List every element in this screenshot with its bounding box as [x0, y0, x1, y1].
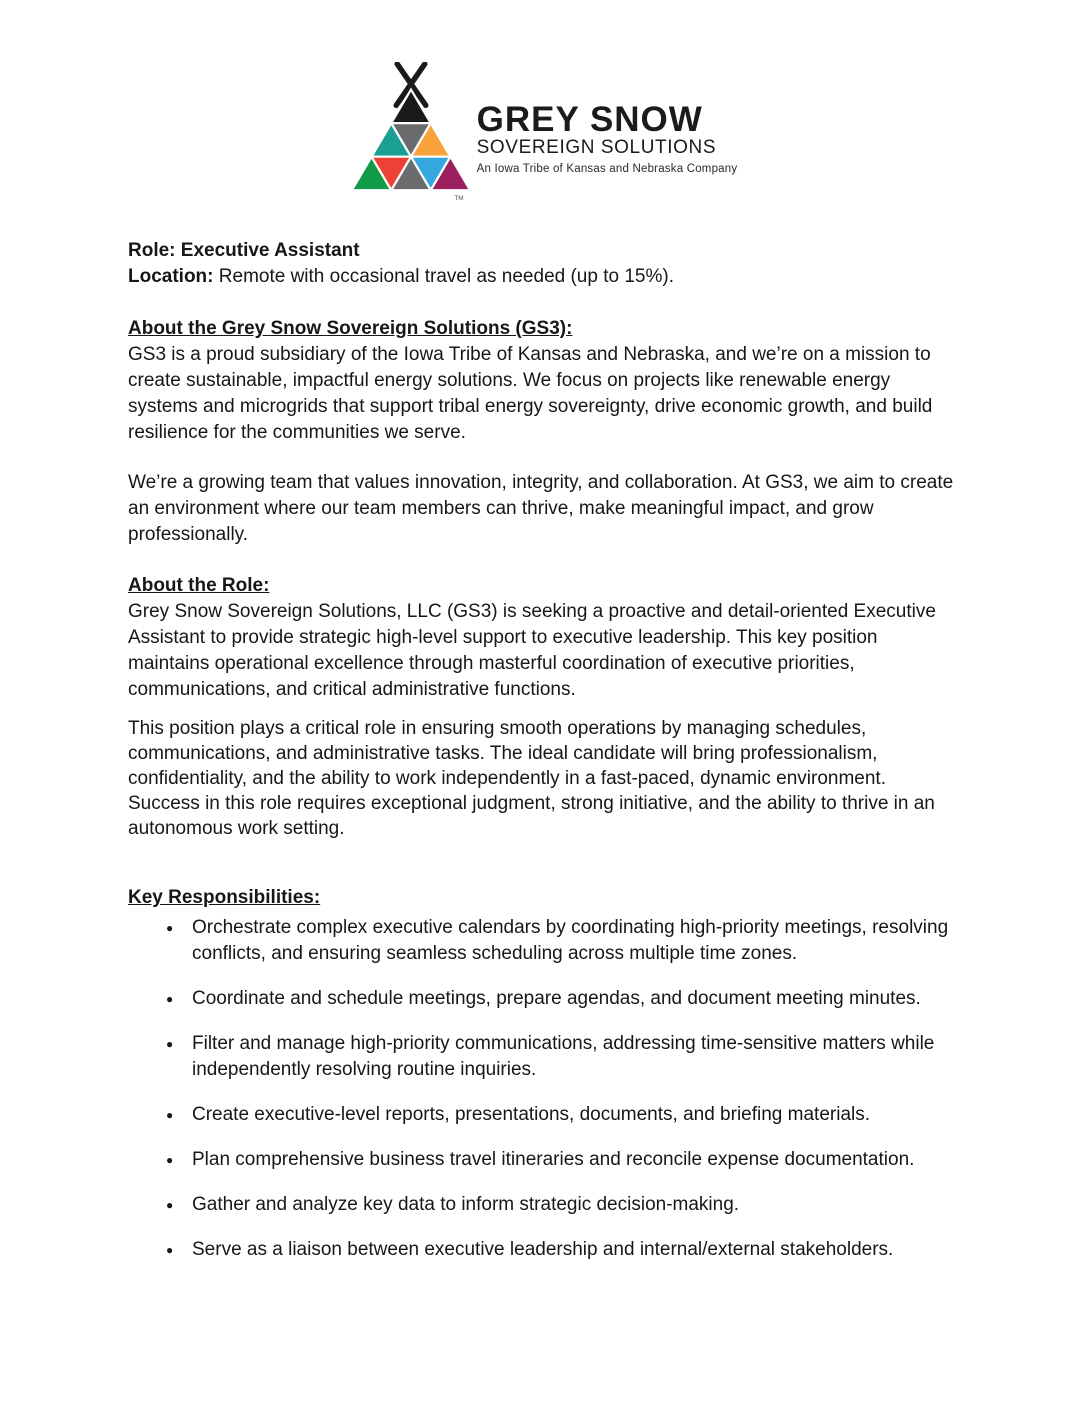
- section-heading-about-company: About the Grey Snow Sovereign Solutions (GS3):: [128, 318, 573, 339]
- about-role-paragraph-1: Grey Snow Sovereign Solutions, LLC (GS3) is seeking a proactive and detail-oriented Executive Assistant to provide strategic high-level support to executive leadership. This key position maintains operational excellence through masterful coordination of executive priorities, communications, and critical administrative functions.: [128, 601, 936, 700]
- location-value: Remote with occasional travel as needed (up to 15%).: [218, 266, 674, 287]
- company-logo: [128, 0, 960, 202]
- role-line: [128, 238, 960, 264]
- brand-tagline: An Iowa Tribe of Kansas and Nebraska Company: [476, 163, 738, 175]
- responsibility-item: ● Coordinate and schedule meetings, prepare agendas, and document meeting minutes.: [128, 986, 960, 1012]
- section-heading-about-role: About the Role:: [128, 575, 270, 596]
- brand-name: GREY SNOW: [476, 100, 703, 139]
- teepee-logo-icon: [351, 62, 471, 202]
- job-meta: [128, 238, 960, 290]
- role-value: Executive Assistant: [180, 240, 360, 261]
- about-company-paragraph-1: GS3 is a proud subsidiary of the Iowa Tribe of Kansas and Nebraska, and we’re on a mission to create sustainable, impactful energy solutions. We focus on projects like renewable energy systems and microgrids that support tribal energy sovereignty, drive economic growth, and build resilience for the communities we serve.: [128, 344, 933, 443]
- section-heading-responsibilities: Key Responsibilities:: [128, 887, 321, 908]
- location-label: Location:: [128, 266, 214, 287]
- logo-text-block: [476, 100, 738, 176]
- about-role-paragraph-2: This position plays a critical role in ensuring smooth operations by managing schedules, communications, and administrative tasks. The ideal candidate will bring professionalism, confidentiality, and the ability to work independently in a fast-paced, dynamic environment. Success in this role requires exceptional judgment, strong initiative, and the ability to thrive in an autonomous work setting.: [128, 718, 935, 839]
- responsibility-item: ● Gather and analyze key data to inform strategic decision-making.: [128, 1192, 960, 1218]
- about-company-paragraph-2: We’re a growing team that values innovation, integrity, and collaboration. At GS3, we aim to create an environment where our team members can thrive, make meaningful impact, and grow professionally.: [128, 472, 954, 545]
- role-label: Role:: [128, 240, 176, 261]
- responsibility-item: ● Filter and manage high-priority communications, addressing time-sensitive matters while independently resolving routine inquiries.: [128, 1031, 960, 1083]
- location-line: [128, 264, 960, 290]
- responsibility-item: ● Serve as a liaison between executive leadership and internal/external stakeholders.: [128, 1237, 960, 1263]
- responsibility-item: ● Plan comprehensive business travel itineraries and reconcile expense documentation.: [128, 1147, 960, 1173]
- responsibility-item: ● Create executive-level reports, presentations, documents, and briefing materials.: [128, 1102, 960, 1128]
- responsibilities-list: [128, 915, 960, 1263]
- responsibility-item: ● Orchestrate complex executive calendars by coordinating high-priority meetings, resolving conflicts, and ensuring seamless scheduling across multiple time zones.: [128, 915, 960, 967]
- brand-subtitle: SOVEREIGN SOLUTIONS: [476, 137, 717, 158]
- trademark-symbol: TM: [454, 195, 464, 202]
